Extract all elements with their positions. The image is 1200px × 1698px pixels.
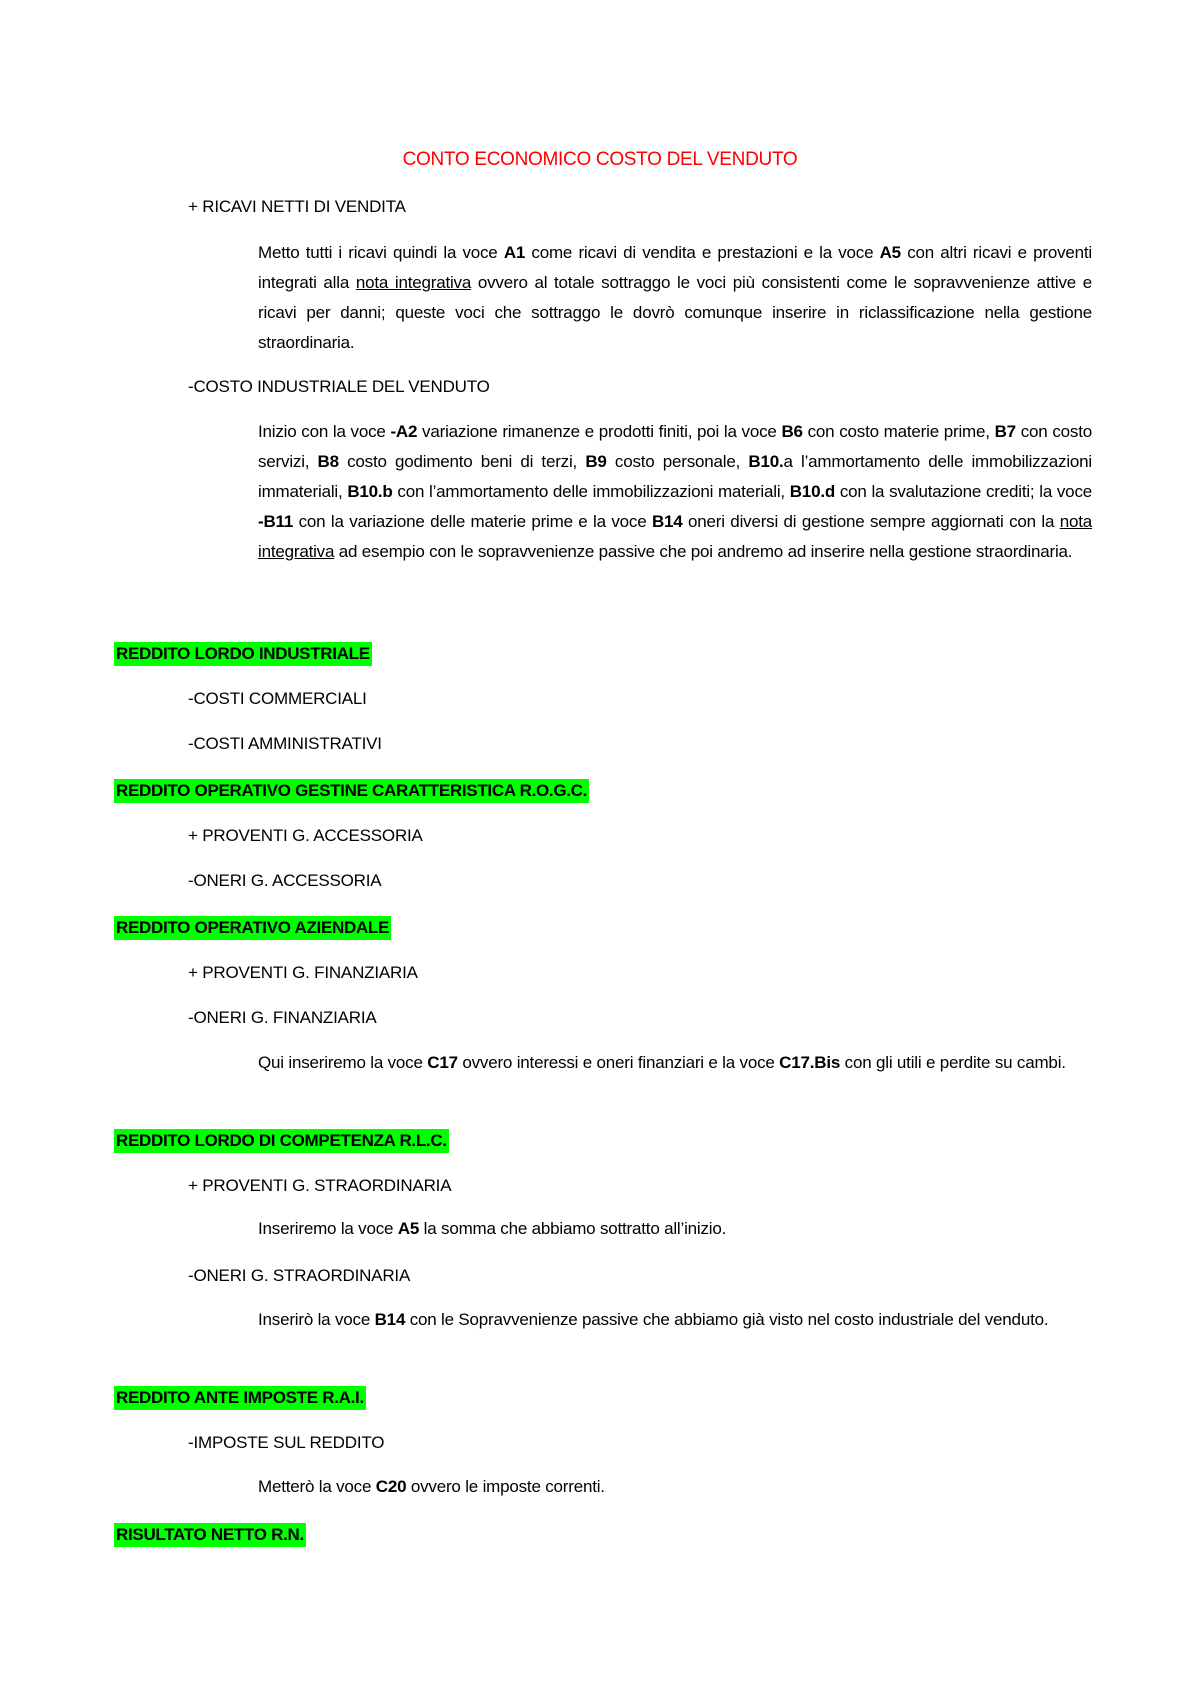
text-run: a l’ammortamento delle immobilizzazioni immateriali, [258,452,1093,501]
oneri-accessoria-label: -ONERI G. ACCESSORIA [188,871,382,890]
document-title: CONTO ECONOMICO COSTO DEL VENDUTO [402,149,798,170]
text-run: con costo servizi, [258,422,1092,471]
voce-b10a: B10. [748,452,784,471]
proventi-finanziaria-label: + PROVENTI G. FINANZIARIA [188,963,418,982]
text-run: costo personale, [606,452,749,471]
text-run: con le Sopravvenienze passive che abbiamo già visto nel costo industriale del venduto. [405,1310,1049,1329]
proventi-straordinaria-label: + PROVENTI G. STRAORDINARIA [188,1176,452,1195]
imposte-paragraph [258,1472,1092,1502]
nota-integrativa-underline: nota integrativa [258,512,1092,561]
voce-c20: C20 [375,1477,407,1496]
text-run: Inizio con la voce [258,422,391,441]
text-run: con gli utili e perdite su cambi. [840,1053,1066,1072]
text-run: Qui inseriremo la voce [258,1053,428,1072]
voce-b6: B6 [781,422,803,441]
ricavi-paragraph [258,238,1092,358]
text-run: con altri ricavi e proventi integrati alla [258,243,1093,292]
finanziaria-paragraph [258,1048,1092,1078]
risultato-netto-heading: RISULTATO NETTO R.N. [114,1523,306,1547]
text-run: ad esempio con le sopravvenienze passive che poi andremo ad inserire nella gestione straordinaria. [334,542,1073,561]
voce-b14: B14 [374,1310,406,1329]
oneri-finanziaria-label: -ONERI G. FINANZIARIA [188,1008,377,1027]
text-run: con l’ammortamento delle immobilizzazioni materiali, [392,482,790,501]
voce-a2: -A2 [390,422,418,441]
voce-a1: A1 [503,243,526,262]
oneri-straordinaria-paragraph [258,1305,1092,1335]
nota-integrativa-underline: nota integrativa [355,273,472,292]
voce-b11: -B11 [258,512,294,531]
text-run: variazione rimanenze e prodotti finiti, poi la voce [417,422,782,441]
text-run: oneri diversi di gestione sempre aggiornati con la [682,512,1060,531]
costi-amministrativi-label: -COSTI AMMINISTRATIVI [188,734,382,753]
text-run: Metterò la voce [258,1477,376,1496]
rlc-heading: REDDITO LORDO DI COMPETENZA R.L.C. [114,1129,449,1153]
voce-c17-bis: C17.Bis [779,1053,841,1072]
ricavi-netti-label: + RICAVI NETTI DI VENDITA [188,197,406,216]
voce-b14: B14 [651,512,683,531]
text-run: come ricavi di vendita e prestazioni e la voce [525,243,880,262]
oneri-straordinaria-label: -ONERI G. STRAORDINARIA [188,1266,411,1285]
proventi-accessoria-label: + PROVENTI G. ACCESSORIA [188,826,423,845]
voce-b8: B8 [317,452,339,471]
voce-c17: C17 [427,1053,458,1072]
voce-b10d: B10.d [789,482,836,501]
text-run: con la svalutazione crediti; la voce [835,482,1092,501]
voce-b7: B7 [994,422,1016,441]
rogc-heading: REDDITO OPERATIVO GESTINE CARATTERISTICA R.O.G.C. [114,779,589,803]
reddito-lordo-industriale-heading: REDDITO LORDO INDUSTRIALE [114,642,372,666]
voce-a5: A5 [879,243,901,262]
text-run: Inseriremo la voce [258,1219,398,1238]
imposte-label: -IMPOSTE SUL REDDITO [188,1433,385,1452]
rai-heading: REDDITO ANTE IMPOSTE R.A.I. [114,1386,366,1410]
text-run: ovvero le imposte correnti. [406,1477,605,1496]
voce-b9: B9 [585,452,607,471]
voce-a5: A5 [397,1219,420,1238]
text-run: con la variazione delle materie prime e la voce [293,512,652,531]
proventi-straordinaria-paragraph [258,1214,1092,1244]
text-run: Inserirò la voce [258,1310,375,1329]
text-run: ovvero interessi e oneri finanziari e la voce [457,1053,780,1072]
costo-industriale-label: -COSTO INDUSTRIALE DEL VENDUTO [188,377,490,396]
costi-commerciali-label: -COSTI COMMERCIALI [188,689,367,708]
text-run: Metto tutti i ricavi quindi la voce [258,243,504,262]
reddito-operativo-aziendale-heading: REDDITO OPERATIVO AZIENDALE [114,916,391,940]
costo-industriale-paragraph [258,417,1092,567]
text-run: costo godimento beni di terzi, [338,452,586,471]
voce-b10b: B10.b [347,482,393,501]
text-run: con costo materie prime, [802,422,995,441]
text-run: la somma che abbiamo sottratto all’inizio. [419,1219,727,1238]
text-run: ovvero al totale sottraggo le voci più consistenti come le sopravvenienze attive e ricavi per danni; queste voci che sottraggo le dovrò comunque inserire in riclassificazione nella gestione straordinaria. [258,273,1093,352]
